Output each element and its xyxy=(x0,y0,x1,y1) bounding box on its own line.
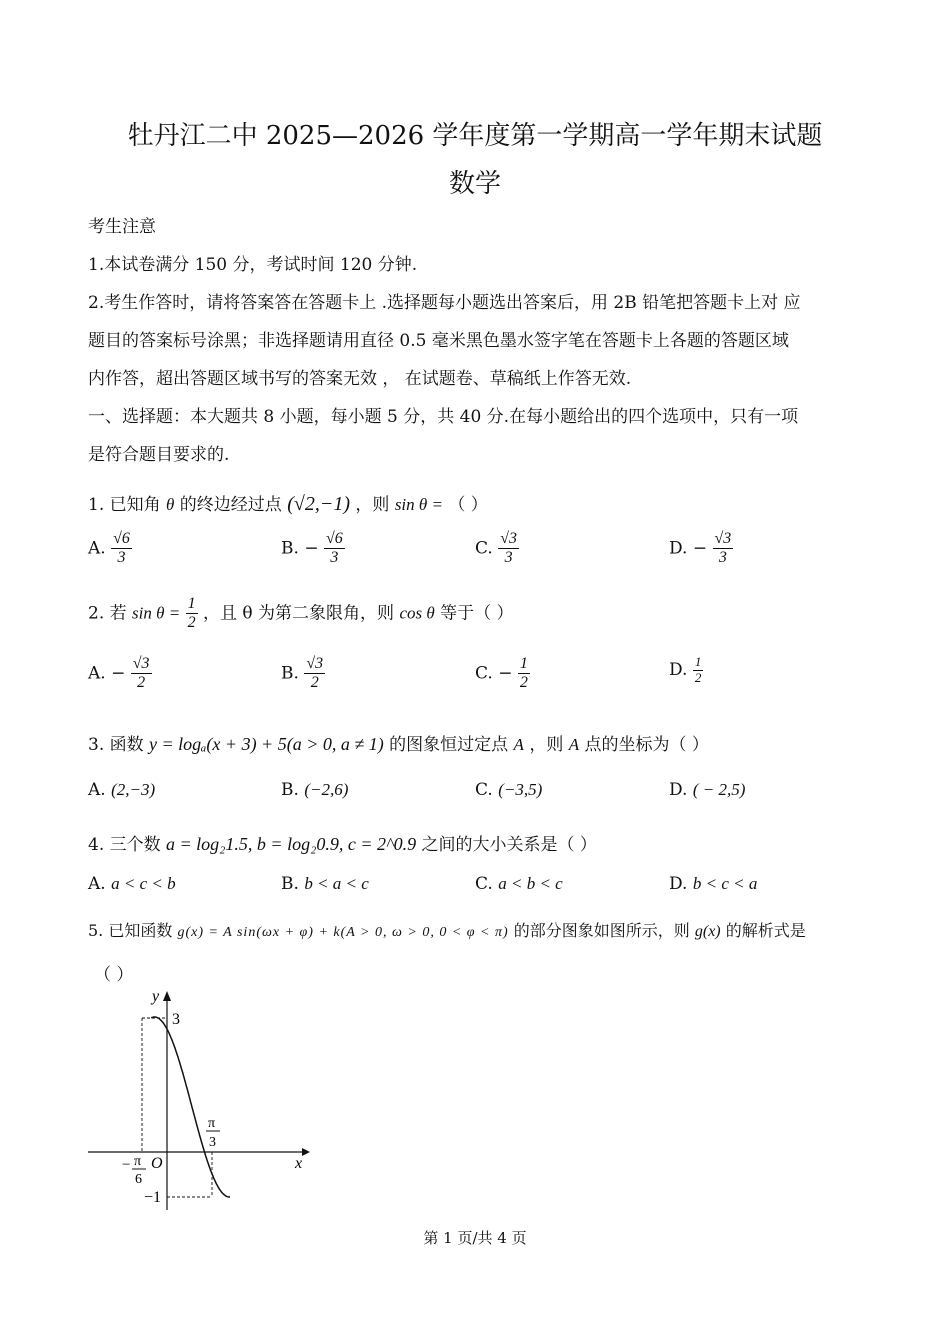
q1-theta: θ xyxy=(166,495,175,514)
q4-option-d: D. b < c < a xyxy=(669,874,758,894)
y-axis-arrow-icon xyxy=(163,991,171,1001)
question-5: 5. 已知函数 g(x) = A sin(ωx + φ) + k(A > 0, ω > 0, 0 < φ < π) 的部分图象如图所示，则 g(x) 的解析式是 xyxy=(88,921,806,940)
question-1 xyxy=(88,490,488,516)
section-heading-line-1: 一、选择题：本大题共 8 小题，每小题 5 分，共 40 分.在每小题给出的四个选项中，只有一项 xyxy=(88,407,799,427)
page-subject: 数学 xyxy=(448,169,501,199)
q1-option-c: C. $\frac{√3}{3}$ xyxy=(475,530,517,567)
q2-option-b: B. $\frac{√3}{2}$ xyxy=(281,655,324,692)
notice-item-2-line-3: 内作答，超出答题区域书写的答案无效 ， 在试题卷、草稿纸上作答无效. xyxy=(88,369,632,389)
x-left-den: 6 xyxy=(135,1172,142,1187)
q1-option-d: D. − $\frac{√3}{3}$ xyxy=(669,530,732,567)
q3-option-b: B. (−2,6) xyxy=(281,780,349,800)
page-title: 牡丹江二中 2025—2026 学年度第一学期高一学年期末试题 xyxy=(127,121,823,151)
notice-item-2-line-2: 题目的答案标号涂黑；非选择题请用直径 0.5 毫米黑色墨水签字笔在答题卡上各题的答题区域 xyxy=(88,331,789,351)
question-2: 2. 若 sin θ = $\frac{1}{2}$ ，且 θ 为第二象限角，则 cos θ 等于（ ） xyxy=(88,595,514,632)
q1-point: (√2,−1) xyxy=(287,493,350,515)
x-right-num: π xyxy=(208,1116,216,1131)
q1-option-a: A. $\frac{√6}{3}$ xyxy=(88,530,130,567)
section-heading-line-2: 是符合题目要求的. xyxy=(88,445,230,465)
notice-heading: 考生注意 xyxy=(88,217,156,237)
x-axis-arrow-icon xyxy=(302,1148,310,1156)
q3-option-a: A. (2,−3) xyxy=(88,780,156,800)
page-footer: 第 1 页/共 4 页 xyxy=(423,1229,527,1247)
y-axis-label: y xyxy=(152,988,160,1005)
q3-option-c: C. (−3,5) xyxy=(475,780,543,800)
q4-option-c: C. a < b < c xyxy=(475,874,563,894)
q2-option-d: D. $\frac{1}{2}$ xyxy=(669,654,702,685)
q3-option-d: D. ( − 2,5) xyxy=(669,780,746,800)
q4-formula: a = log₂1.5, b = log₂0.9, c = 2^0.9 xyxy=(166,834,417,854)
y-max-label: 3 xyxy=(172,1011,180,1028)
q1-expr: sin θ = xyxy=(394,495,443,514)
q5-blank: （ ） xyxy=(94,965,134,985)
notice-item-2-line-1: 2.考生作答时，请将答案答在答题卡上 .选择题每小题选出答案后，用 2B 铅笔把答题卡上对 应 xyxy=(88,293,801,313)
q4-option-b: B. b < a < c xyxy=(281,874,369,894)
x-right-den: 3 xyxy=(209,1135,216,1150)
q1-blank: （ ） xyxy=(448,495,488,515)
q1-mid: 的终边经过点 xyxy=(179,495,282,515)
q2-option-c: C. − $\frac{1}{2}$ xyxy=(475,655,528,692)
q1-then: ，则 xyxy=(355,495,390,515)
question-3: 3. 函数 y = logₐ(x + 3) + 5(a > 0, a ≠ 1) 的图象恒过定点 A ，则 A 点的坐标为（ ） xyxy=(88,734,709,755)
origin-label: O xyxy=(151,1155,163,1172)
q5-formula: g(x) = A sin(ωx + φ) + k(A > 0, ω > 0, 0 < φ < π) xyxy=(177,925,509,940)
q1-option-b: B. − $\frac{√6}{3}$ xyxy=(281,530,343,567)
q2-option-a: A. − $\frac{√3}{2}$ xyxy=(88,655,150,692)
x-left-num: π xyxy=(134,1154,142,1169)
x-axis-label: x xyxy=(295,1155,303,1172)
q1-prefix: 1. 已知角 xyxy=(88,495,161,515)
q2-lhs: sin θ = xyxy=(132,603,181,623)
question-4: 4. 三个数 a = log₂1.5, b = log₂0.9, c = 2^0.9 之间的大小关系是（ ） xyxy=(88,834,597,855)
sine-curve xyxy=(151,1017,230,1197)
q3-formula: y = logₐ(x + 3) + 5(a > 0, a ≠ 1) xyxy=(149,734,384,754)
q5-function-graph xyxy=(80,985,320,1215)
x-left-sign: − xyxy=(122,1157,131,1173)
notice-item-1: 1.本试卷满分 150 分，考试时间 120 分钟. xyxy=(88,255,418,275)
y-min-label: −1 xyxy=(144,1189,162,1206)
q4-option-a: A. a < c < b xyxy=(88,874,176,894)
